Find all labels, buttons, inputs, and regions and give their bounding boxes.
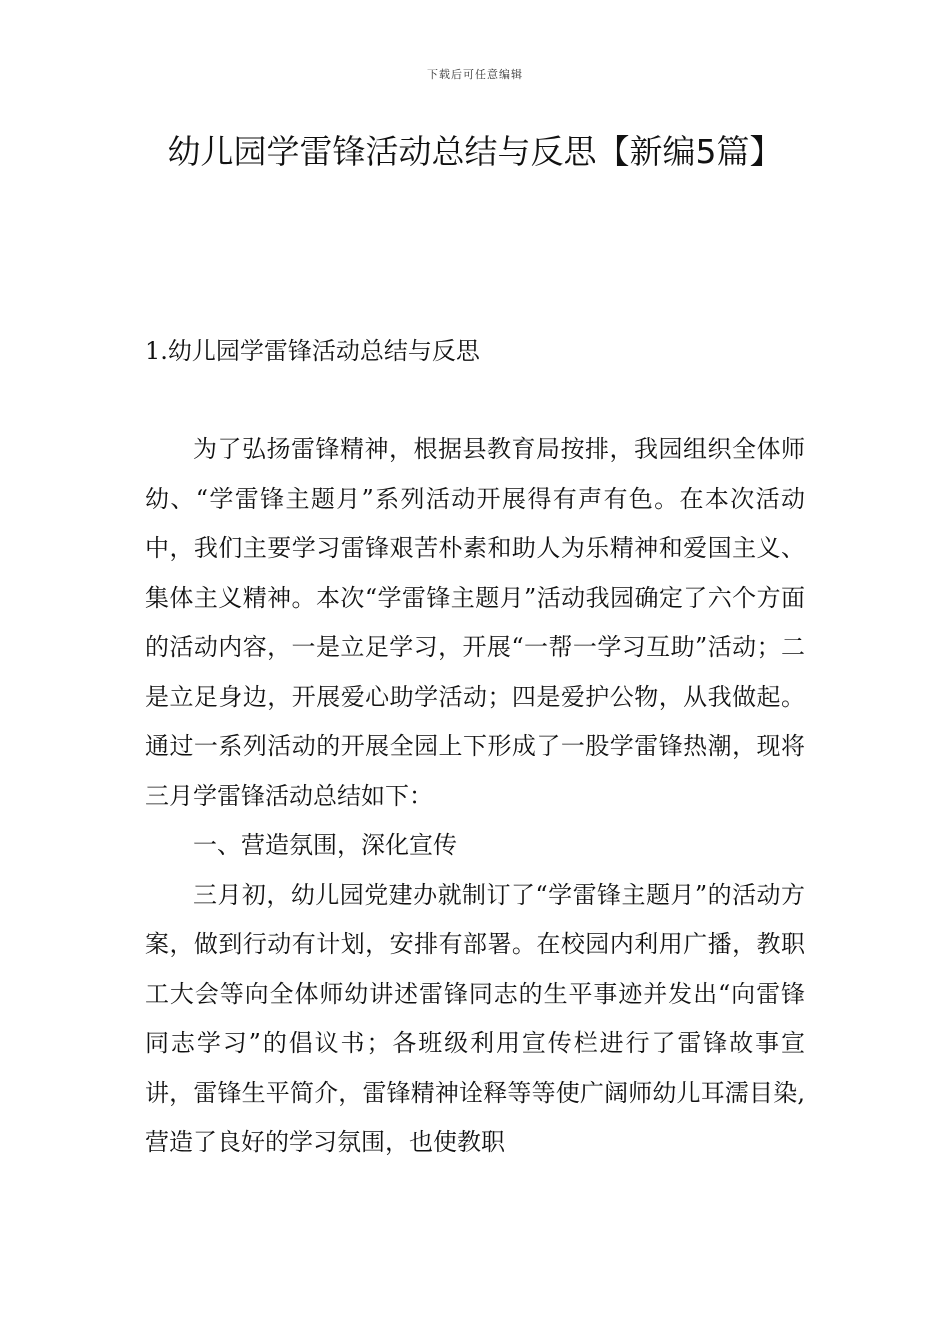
paragraph-intro: 为了弘扬雷锋精神，根据县教育局按排，我园组织全体师幼、“学雷锋主题月”系列活动开展得有声有色。在本次活动中，我们主要学习雷锋艰苦朴素和助人为乐精神和爱国主义、集体主义精神。本次“学雷锋主题月”活动我园确定了六个方面的活动内容，一是立足学习，开展“一帮一学习互助”活动；二是立足身边，开展爱心助学活动；四是爱护公物，从我做起。通过一系列活动的开展全园上下形成了一股学雷锋热潮，现将三月学雷锋活动总结如下： — [145, 435, 805, 810]
body-text — [145, 425, 805, 1168]
header-note: 下载后可任意编辑 — [427, 68, 523, 81]
paragraph-body: 三月初，幼儿园党建办就制订了“学雷锋主题月”的活动方案，做到行动有计划，安排有部署。在校园内利用广播，教职工大会等向全体师幼讲述雷锋同志的生平事迹并发出“向雷锋同志学习”的倡议书；各班级利用宣传栏进行了雷锋故事宣讲，雷锋生平简介，雷锋精神诠释等等使广阔师幼儿耳濡目染,营造了良好的学习氛围，也使教职 — [145, 880, 805, 1156]
section-heading: 1.幼儿园学雷锋活动总结与反思 — [145, 337, 480, 365]
document-title: 幼儿园学雷锋活动总结与反思【新编5篇】 — [167, 132, 783, 171]
paragraph-subheading: 一、营造氛围，深化宣传 — [193, 831, 457, 859]
